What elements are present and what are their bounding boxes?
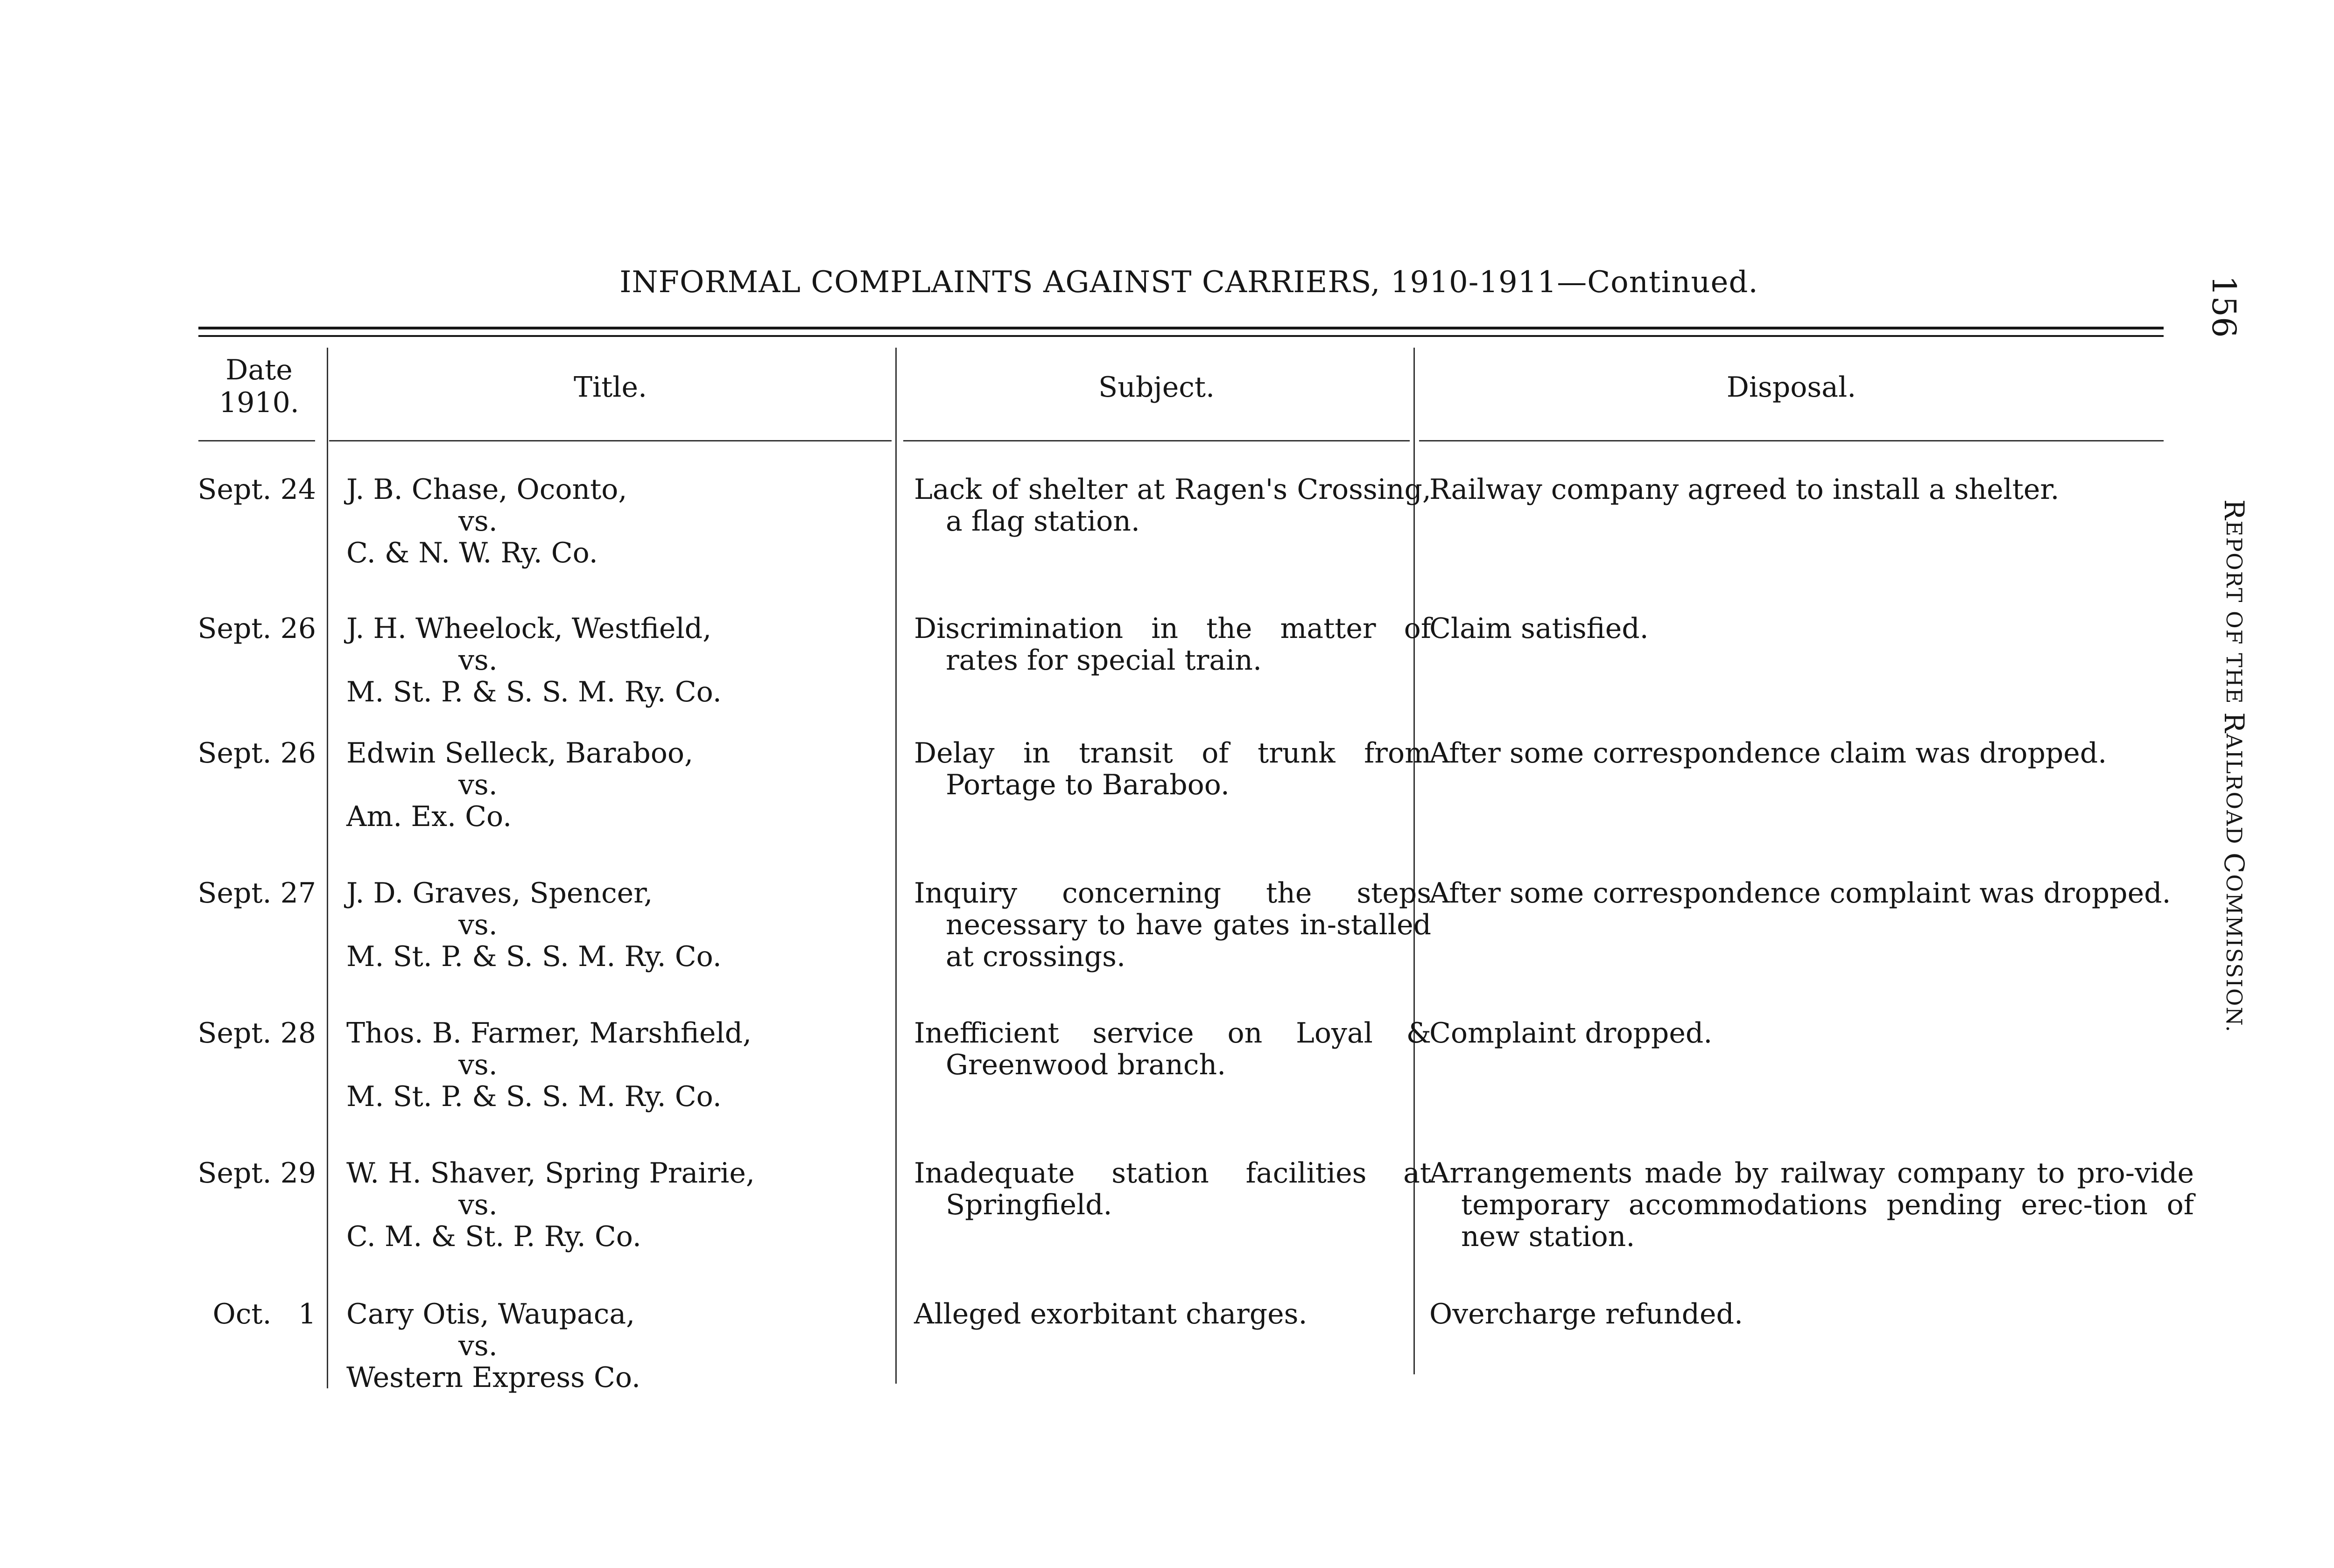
column-header-date-line2: 1910.	[219, 386, 299, 419]
row-4-complainant: J. D. Graves, Spencer,	[346, 877, 653, 910]
row-7-date: Oct. 1	[212, 1298, 316, 1330]
row-7-vs: vs.	[458, 1330, 498, 1362]
top-double-rule-upper	[198, 327, 2164, 329]
side-heading-initial-r: R	[2218, 499, 2250, 521]
row-3-disposal: After some correspondence claim was dropped.	[1429, 737, 2107, 770]
row-5-subject: Inefficient service on Loyal & Greenwood branch.	[914, 1017, 1431, 1081]
header-rule-title	[329, 440, 892, 441]
row-2-vs: vs.	[458, 644, 498, 677]
row-5-vs: vs.	[458, 1049, 498, 1081]
side-heading-initial-r2: R	[2218, 712, 2250, 734]
header-rule-date	[198, 440, 315, 441]
side-heading-part-2: AILROAD	[2222, 733, 2247, 853]
row-2-disposal: Claim satisfied.	[1429, 612, 1649, 645]
row-1-title	[346, 474, 883, 569]
row-1-respondent: C. & N. W. Ry. Co.	[346, 537, 598, 569]
column-header-title: Title.	[573, 371, 647, 404]
row-4-respondent: M. St. P. & S. S. M. Ry. Co.	[346, 940, 722, 973]
row-4-date: Sept. 27	[197, 877, 316, 910]
column-header-date	[191, 354, 327, 419]
row-4-disposal: After some correspondence complaint was dropped.	[1429, 877, 2171, 910]
row-7-disposal: Overcharge refunded.	[1429, 1298, 1743, 1330]
row-3-respondent: Am. Ex. Co.	[346, 800, 512, 833]
row-4-subject: Inquiry concerning the steps necessary to have gates in-stalled at crossings.	[914, 877, 1431, 973]
row-2-title	[346, 613, 883, 708]
row-3-title	[346, 737, 883, 833]
row-6-subject: Inadequate station facilities at Springfield.	[914, 1157, 1431, 1221]
row-5-respondent: M. St. P. & S. S. M. Ry. Co.	[346, 1080, 722, 1113]
row-7-subject: Alleged exorbitant charges.	[914, 1298, 1308, 1330]
row-7-complainant: Cary Otis, Waupaca,	[346, 1298, 635, 1330]
row-5-disposal: Complaint dropped.	[1429, 1017, 1713, 1050]
row-7-respondent: Western Express Co.	[346, 1361, 641, 1394]
row-2-date: Sept. 26	[197, 612, 316, 645]
row-4-vs: vs.	[458, 909, 498, 941]
row-3-subject: Delay in transit of trunk from Portage to Baraboo.	[914, 737, 1431, 801]
row-2-subject: Discrimination in the matter of rates for special train.	[914, 612, 1431, 677]
row-1-disposal: Railway company agreed to install a shelter.	[1429, 473, 2060, 506]
row-1-complainant: J. B. Chase, Oconto,	[346, 473, 627, 506]
page-number: 156	[2205, 275, 2243, 338]
row-6-complainant: W. H. Shaver, Spring Prairie,	[346, 1157, 755, 1190]
row-5-date: Sept. 28	[197, 1017, 316, 1050]
row-4-title	[346, 877, 883, 973]
column-divider-2	[895, 348, 897, 1384]
row-1-vs: vs.	[458, 505, 498, 538]
row-3-vs: vs.	[458, 769, 498, 801]
header-rule-disposal	[1419, 440, 2164, 441]
row-5-complainant: Thos. B. Farmer, Marshfield,	[346, 1017, 752, 1050]
row-1-subject: Lack of shelter at Ragen's Crossing, a flag station.	[914, 473, 1431, 538]
row-3-complainant: Edwin Selleck, Baraboo,	[346, 737, 694, 770]
side-heading-part-3: OMMISSION.	[2222, 874, 2247, 1033]
row-6-date: Sept. 29	[197, 1157, 316, 1190]
row-6-vs: vs.	[458, 1189, 498, 1221]
row-2-respondent: M. St. P. & S. S. M. Ry. Co.	[346, 676, 722, 708]
row-6-respondent: C. M. & St. P. Ry. Co.	[346, 1220, 641, 1253]
running-side-heading	[2194, 499, 2250, 1199]
row-6-disposal: Arrangements made by railway company to pro-vide temporary accommodations pending erec-tion of new station.	[1429, 1157, 2194, 1253]
row-3-date: Sept. 26	[197, 737, 316, 770]
page-title: INFORMAL COMPLAINTS AGAINST CARRIERS, 1910-1911—Continued.	[619, 265, 1758, 300]
row-7-title	[346, 1298, 883, 1393]
row-1-date: Sept. 24	[197, 473, 316, 506]
column-divider-1	[327, 348, 328, 1388]
column-header-subject: Subject.	[1098, 371, 1215, 404]
column-header-disposal: Disposal.	[1726, 371, 1856, 404]
row-2-complainant: J. H. Wheelock, Westfield,	[346, 612, 712, 645]
side-heading-initial-c: C	[2218, 852, 2250, 875]
side-heading-part-1: EPORT OF THE	[2222, 520, 2247, 713]
top-double-rule-lower	[198, 335, 2164, 337]
header-rule-subject	[903, 440, 1410, 441]
row-5-title	[346, 1017, 883, 1113]
column-header-date-line1: Date	[225, 354, 293, 386]
row-6-title	[346, 1157, 883, 1253]
